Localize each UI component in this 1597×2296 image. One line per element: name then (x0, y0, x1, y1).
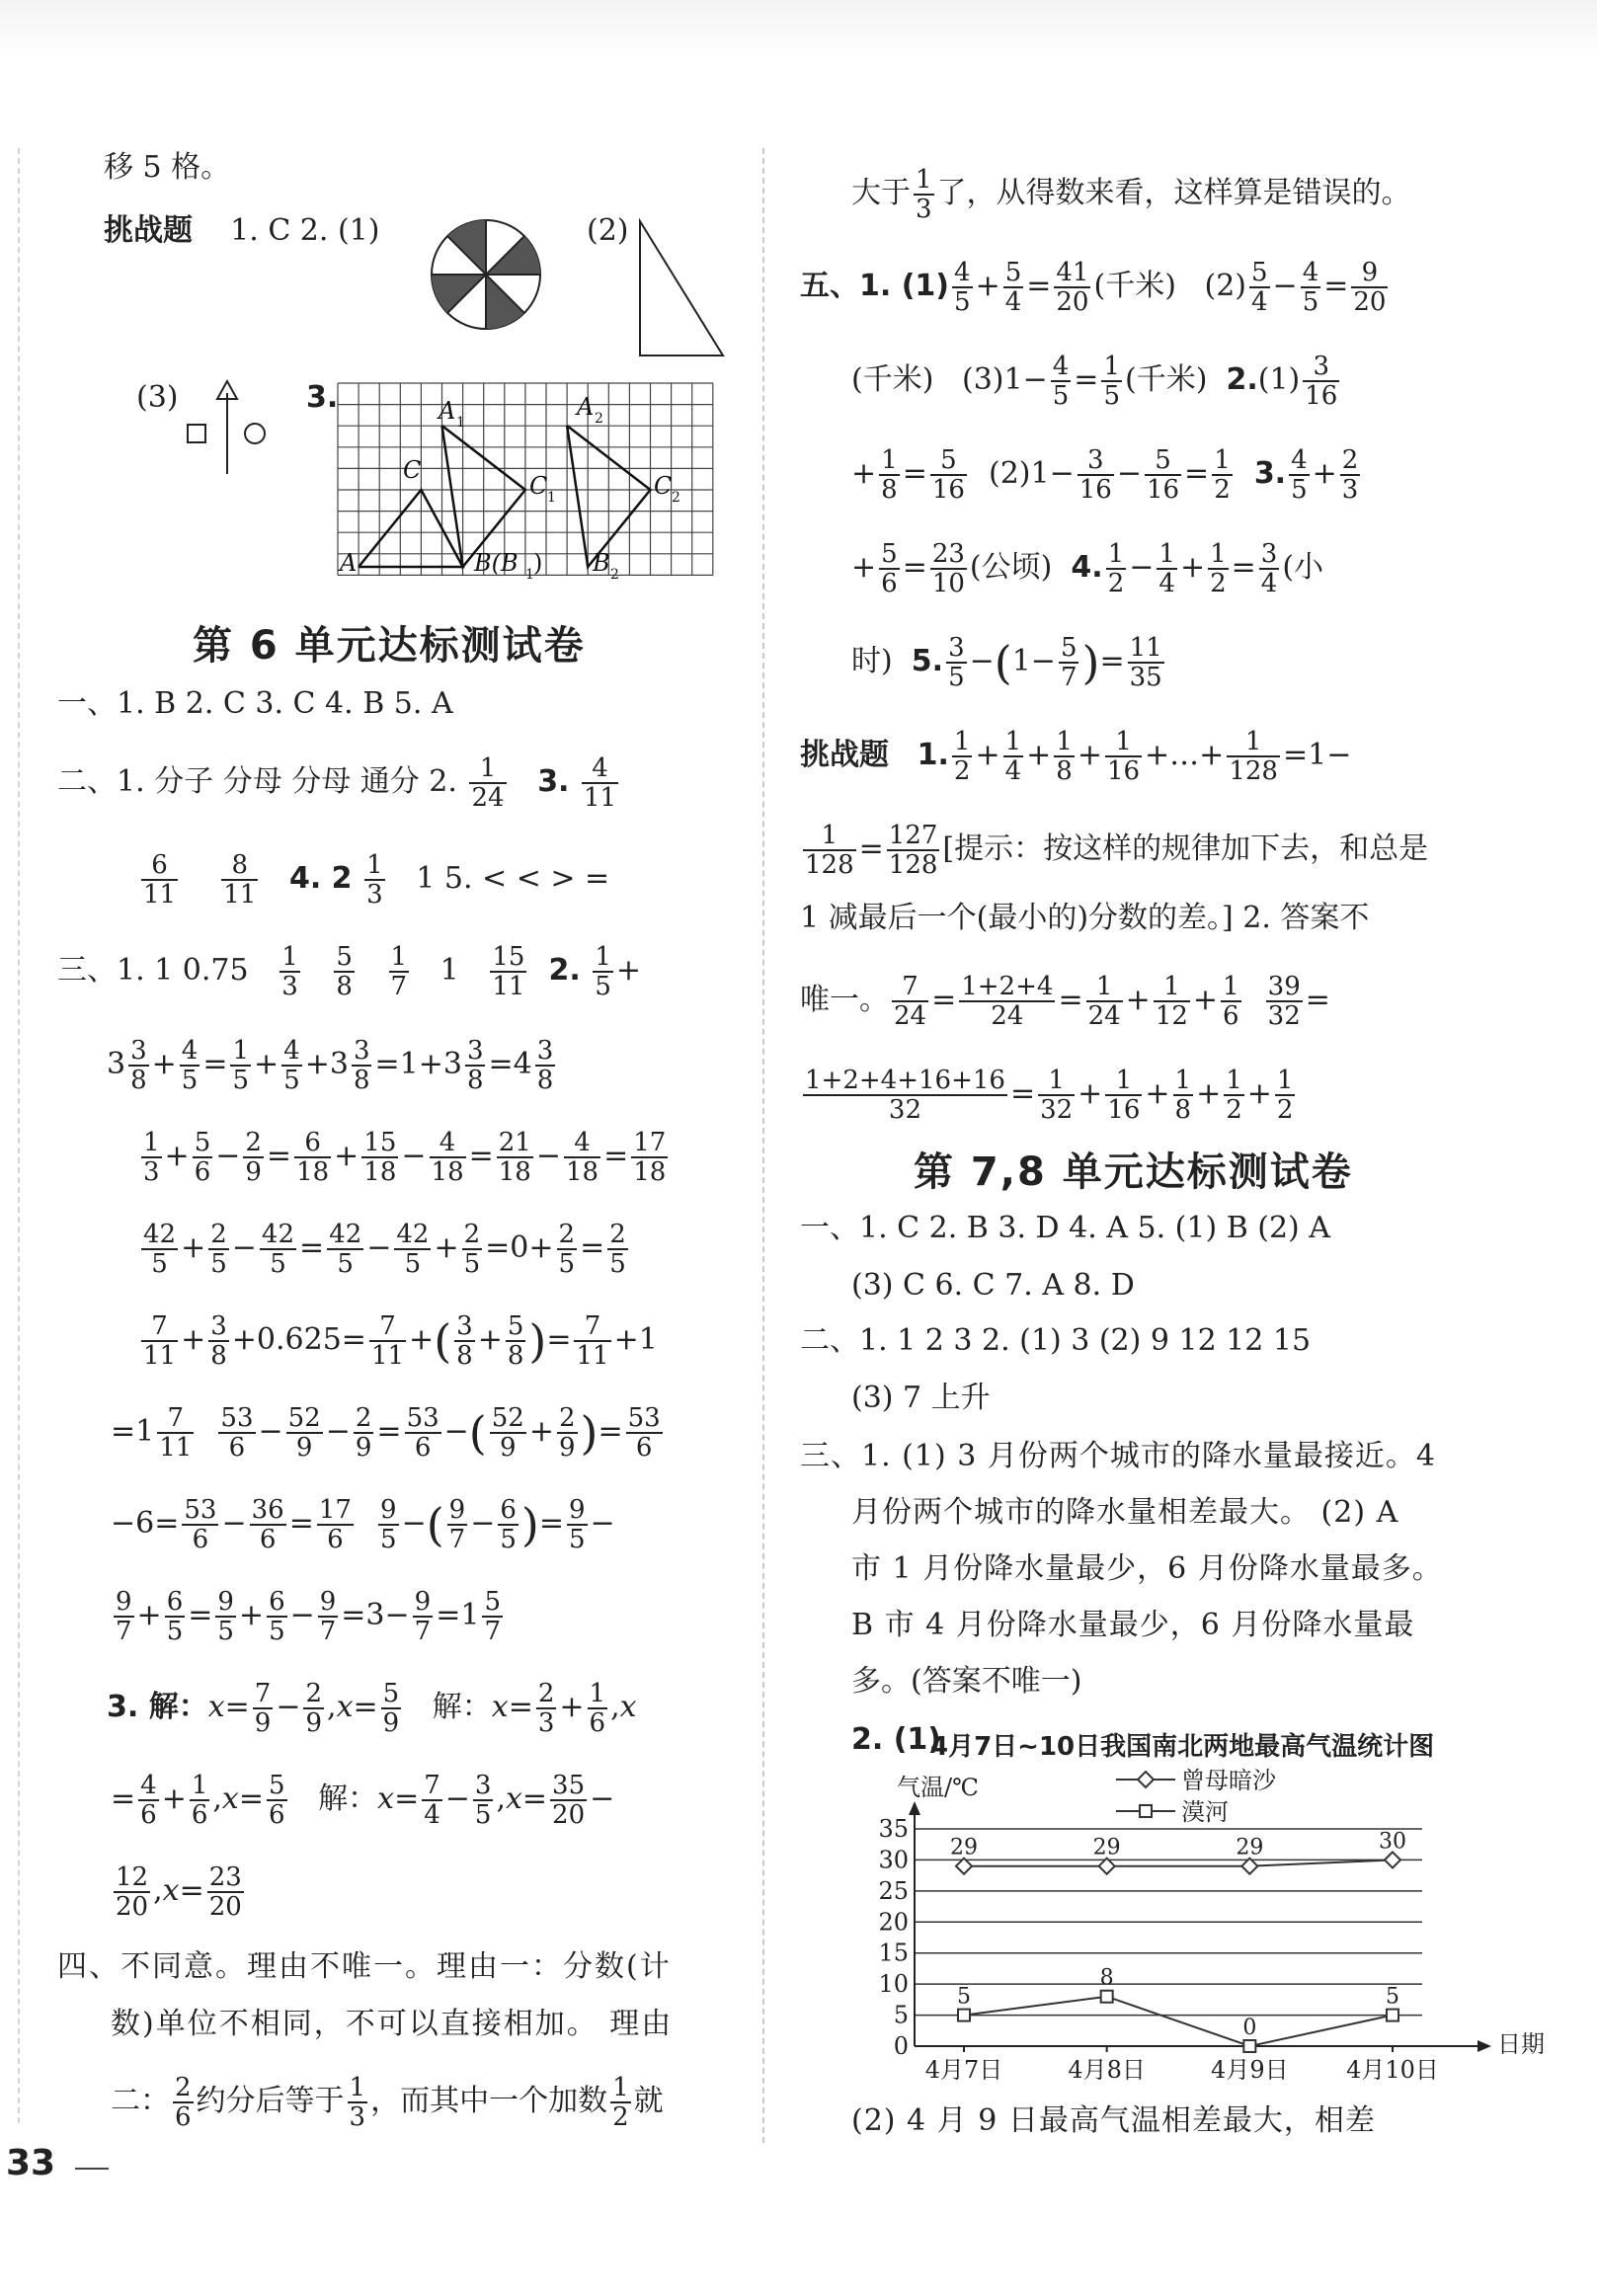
text: 3. (306, 380, 339, 415)
item3-label (306, 378, 338, 418)
challenge-line2: $\frac{1}{128}$ = $\frac{127}{128}$ [提示：按这样的规律加下去，和总是 (805, 821, 1429, 880)
triangle-figure (632, 217, 731, 361)
section2-line1: 二、1. 分子 分母 分母 通分 2. $\frac{1}{24}$ 3. $\frac{4}{11}$ (57, 753, 617, 813)
data-label: 8 (1099, 1965, 1114, 1991)
math-line: $\frac{9}{7}$ + $\frac{6}{5}$ = $\frac{9}{5}$ + $\frac{6}{5}$ − $\frac{9}{7}$ =3− $\frac{9}{7}$ =1 $\frac{5}{7}$ (116, 1587, 501, 1646)
section1-answers (57, 684, 453, 724)
section5-line4: + $\frac{5}{6}$ = $\frac{23}{10}$ (公顷) 4. $\frac{1}{2}$ − $\frac{1}{4}$ + $\frac{1}{2}$ = $\frac{3}{4}$ (小 (851, 539, 1324, 598)
text: 四、不同意。理由不唯一。理由一：分数(计 (57, 1949, 672, 1984)
x-axis-arrow (1477, 2040, 1491, 2052)
section5-line2: (千米) (3)1− $\frac{4}{5}$ = $\frac{1}{5}$ (千米) 2.(1) $\frac{3}{16}$ (851, 352, 1338, 411)
y-tick-label: 25 (878, 1876, 909, 1905)
y-tick-label: 10 (878, 1970, 909, 1999)
y-tick-label: 20 (878, 1908, 909, 1937)
challenge-line: 挑战题 1. $\frac{1}{2}$ + $\frac{1}{4}$ + $\frac{1}{8}$ + $\frac{1}{16}$ +…+ $\frac{1}{128}$ =1− (800, 727, 1352, 786)
data-label: 5 (1386, 1984, 1399, 2010)
right-column (780, 0, 1597, 2173)
svg-text:B(B: B(B (474, 549, 519, 577)
column-divider (762, 148, 764, 2143)
text: 1 5. < < > = (416, 861, 610, 896)
chart-gridlines (915, 1829, 1422, 2016)
challenge-line5: $\frac{1+2+4+16+16}{32}$ = $\frac{1}{32}$ + $\frac{1}{16}$ + $\frac{1}{8}$ + $\frac{1}{2}$ + $\frac{1}{2}$ (805, 1066, 1294, 1125)
data-point-square (958, 2010, 970, 2021)
temperature-line-chart (839, 1760, 1551, 2096)
svg-text:2: 2 (595, 411, 603, 427)
text: 1 减最后一个(最小的)分数的差。] 2. 答案不 (800, 901, 1370, 935)
x-tick-label: 4月8日 (1068, 2056, 1146, 2084)
fraction: $\frac{8}{11}$ (223, 850, 257, 910)
equation-line: $\frac{12}{20}$ ,x= $\frac{23}{20}$ (116, 1862, 242, 1922)
svg-text:1: 1 (525, 567, 534, 583)
s2-line1 (800, 1321, 1311, 1361)
equation-line: 3. 解：x= $\frac{7}{9}$ − $\frac{2}{9}$ ,x= $\frac{5}{9}$ 解：x= $\frac{2}{3}$ + $\frac{1}{6}$ ,x (107, 1679, 637, 1738)
series-line (964, 1997, 1393, 2046)
text: 三、1. 1 0.75 (57, 953, 249, 988)
y-tick-label: 30 (878, 1846, 909, 1874)
text: 2. (1) (851, 1722, 942, 1757)
svg-text:2: 2 (610, 567, 619, 583)
y-axis-arrow (909, 1801, 920, 1815)
text: 1 (439, 953, 459, 988)
left-column (0, 0, 760, 2173)
symmetry-figure (180, 375, 279, 478)
svg-text:A: A (340, 549, 358, 577)
svg-text:2: 2 (672, 490, 680, 506)
challenge-line3 (800, 899, 1369, 938)
text: 二、1. 1 2 3 2. (1) 3 (2) 9 12 12 15 (800, 1323, 1312, 1358)
text: 约分后等于 (196, 2084, 345, 2118)
data-point-square (1243, 2040, 1255, 2052)
unit6-title: 第 6 单元达标测试卷 (193, 623, 586, 669)
text: 多。(答案不唯一) (851, 1664, 1082, 1699)
text: 4. 2 (288, 861, 353, 896)
s3-q2-label (851, 1720, 941, 1760)
data-point-square (1101, 1991, 1113, 2003)
text: 3. 解： (107, 1690, 208, 1724)
text: 市 1 月份降水量最少，6 月份降水量最多。 (851, 1551, 1443, 1586)
text: (3) 7 上升 (851, 1381, 991, 1415)
s1-line1 (800, 1209, 1330, 1248)
s3-q2-part2 (851, 2101, 1376, 2141)
math-line: $\frac{1}{3}$ + $\frac{5}{6}$ − $\frac{2}{9}$ = $\frac{6}{18}$ + $\frac{15}{18}$ − $\frac{4}{18}$ = $\frac{21}{18}$ − $\frac{4}{18}$ = $\frac{17}{18}$ (143, 1128, 667, 1187)
answer-line (104, 148, 230, 188)
data-point-square (1387, 2010, 1398, 2021)
page-number: 33 (6, 2143, 56, 2183)
text: ，而其中一个加数 (370, 2084, 608, 2118)
y-tick-label: 15 (878, 1939, 909, 1967)
circle-figure (427, 215, 545, 334)
legend-marker-diamond (1138, 1772, 1154, 1787)
text: 月份两个城市的降水量相差最大。 (2) A (851, 1495, 1399, 1530)
challenge-line4: 唯一。 $\frac{7}{24}$ = $\frac{1+2+4}{24}$ = $\frac{1}{24}$ + $\frac{1}{12}$ + $\frac{1}{6}$ $\frac{39}{32}$ = (800, 972, 1330, 1031)
chart-title: 4月7日~10日我国南北两地最高气温统计图 (930, 1732, 1435, 1762)
text: 一、1. C 2. B 3. D 4. A 5. (1) B (2) A (800, 1211, 1330, 1245)
s3-line1 (800, 1437, 1436, 1476)
math-line: −6= $\frac{53}{6}$ − $\frac{36}{6}$ = $\frac{17}{6}$ $\frac{9}{5}$ −( $\frac{9}{7}$ − $\frac{6}{5}$ )= $\frac{9}{5}$ − (111, 1495, 615, 1554)
hint-text: [提示：按这样的规律加下去，和总是 (942, 831, 1429, 866)
text: 了，从得数来看，这样算是错误的。 (936, 176, 1411, 210)
text: (3) C 6. C 7. A 8. D (851, 1268, 1135, 1303)
text: 一、1. B 2. C 3. C 4. B 5. A (57, 686, 453, 721)
text: (公顷) (969, 550, 1053, 585)
equation-line: = $\frac{4}{6}$ + $\frac{1}{6}$ ,x= $\frac{5}{6}$ 解：x= $\frac{7}{4}$ − $\frac{3}{5}$ ,x= $\frac{35}{20}$ − (111, 1771, 615, 1830)
x-tick-label: 4月7日 (924, 2056, 1003, 2084)
text: 大于 (851, 176, 911, 210)
section4-line1 (57, 1947, 672, 1987)
text: (3) (136, 380, 179, 415)
text: (2) (587, 213, 629, 248)
y-tick-label: 35 (878, 1815, 909, 1843)
item2-part2-label (587, 211, 629, 251)
text: 就 (633, 2084, 664, 2118)
text: 数)单位不相同，不可以直接相加。 理由 (111, 2007, 674, 2041)
text: 五、1. (1) (800, 269, 950, 303)
y-tick-label: 0 (893, 2032, 909, 2060)
svg-text:1: 1 (547, 490, 556, 506)
text: 二、1. 分子 分母 分母 通分 2. (57, 764, 457, 799)
legend-label: 漠河 (1181, 1798, 1229, 1826)
page-number-dash (75, 2168, 109, 2170)
math-line: =1 $\frac{7}{11}$ $\frac{53}{6}$ − $\frac{52}{9}$ − $\frac{2}{9}$ = $\frac{53}{6}$ −( $\frac{52}{9}$ + $\frac{2}{9}$ )= $\frac{53}{6}$ (111, 1403, 661, 1463)
y-axis-label: 气温/℃ (897, 1774, 979, 1801)
y-tick-label: 5 (893, 2001, 909, 2029)
svg-text:1: 1 (456, 415, 465, 431)
data-point-diamond (1385, 1852, 1400, 1867)
challenge-answers: 1. C 2. (1) (230, 213, 380, 248)
chart-legend (1116, 1767, 1277, 1826)
challenge-label: 挑战题 (800, 738, 889, 772)
s3-line4 (851, 1606, 1414, 1645)
data-label: 29 (1236, 1835, 1264, 1861)
section2-line2 (138, 851, 609, 909)
x-axis-label: 日期 (1497, 2030, 1545, 2058)
data-label: 0 (1242, 2016, 1257, 2040)
section4-line2 (111, 2005, 673, 2044)
legend-marker-square (1140, 1805, 1152, 1817)
svg-text:C: C (529, 472, 548, 500)
svg-text:C: C (403, 456, 422, 484)
section3-line1: 三、1. 1 0.75 $\frac{1}{3}$ $\frac{5}{8}$ $\frac{1}{7}$ 1 $\frac{15}{11}$ 2. $\frac{1}{5}$ + (57, 942, 642, 1001)
continuation-line: 大于 $\frac{1}{3}$ 了，从得数来看，这样算是错误的。 (851, 165, 1411, 224)
data-label: 5 (957, 1984, 971, 2010)
section5-line3: + $\frac{1}{8}$ = $\frac{5}{16}$ (2)1− $\frac{3}{16}$ − $\frac{5}{16}$ = $\frac{1}{2}$ 3. $\frac{4}{5}$ + $\frac{2}{3}$ (851, 445, 1359, 505)
text: 三、1. (1) 3 月份两个城市的降水量最接近。4 (800, 1439, 1436, 1473)
fraction: $\frac{1}{24}$ (471, 753, 505, 813)
text: 移 5 格。 (104, 150, 231, 185)
math-line: 3 $\frac{3}{8}$ + $\frac{4}{5}$ = $\frac{1}{5}$ + $\frac{4}{5}$ +3 $\frac{3}{8}$ =1+3 $\frac{3}{8}$ =4 $\frac{3}{8}$ (107, 1036, 554, 1095)
fraction: $\frac{4}{11}$ (584, 753, 617, 813)
data-label: 29 (1092, 1835, 1121, 1861)
challenge-label: 挑战题 (104, 213, 193, 248)
s2-line2 (851, 1379, 991, 1418)
s3-line5 (851, 1662, 1081, 1702)
s1-line2 (851, 1266, 1135, 1306)
grid-rotation-figure (336, 381, 717, 596)
svg-text:): ) (533, 549, 543, 577)
fraction: $\frac{1}{3}$ (366, 850, 383, 910)
section5-line5: 时) 5. $\frac{3}{5}$ −(1− $\frac{5}{7}$ )= $\frac{11}{35}$ (851, 633, 1162, 692)
legend-label: 曾母暗沙 (1181, 1767, 1276, 1794)
unit78-title: 第 7,8 单元达标测试卷 (914, 1149, 1353, 1195)
chart-series (950, 1829, 1406, 2052)
text: B 市 4 月份降水量最少，6 月份降水量最 (851, 1608, 1415, 1642)
series-line (964, 1860, 1393, 1865)
text: 唯一。 (800, 983, 889, 1017)
svg-text:B: B (593, 549, 610, 577)
item2-part3-label (136, 378, 179, 418)
section4-line3: 二： $\frac{2}{6}$ 约分后等于 $\frac{1}{3}$ ，而其中一个加数 $\frac{1}{2}$ 就 (111, 2073, 664, 2132)
data-label: 29 (950, 1835, 978, 1861)
fraction: $\frac{6}{11}$ (143, 850, 177, 910)
challenge-line (104, 211, 379, 251)
section5-line1: 五、1. (1) $\frac{4}{5}$ + $\frac{5}{4}$ = $\frac{41}{20}$ (千米) (2) $\frac{5}{4}$ − $\frac{4}{5}$ = $\frac{9}{20}$ (800, 258, 1387, 317)
x-tick-label: 4月9日 (1211, 2056, 1289, 2084)
data-label: 30 (1379, 1829, 1406, 1855)
svg-text:C: C (654, 472, 673, 500)
s3-line3 (851, 1549, 1443, 1589)
math-line: $\frac{7}{11}$ + $\frac{3}{8}$ +0.625= $\frac{7}{11}$ +( $\frac{3}{8}$ + $\frac{5}{8}$ )= $\frac{7}{11}$ +1 (143, 1311, 658, 1371)
x-tick-label: 4月10日 (1346, 2056, 1439, 2084)
math-line: $\frac{42}{5}$ + $\frac{2}{5}$ − $\frac{42}{5}$ = $\frac{42}{5}$ − $\frac{42}{5}$ + $\frac{2}{5}$ =0+ $\frac{2}{5}$ = $\frac{2}{5}$ (143, 1220, 626, 1279)
svg-text:A: A (439, 397, 456, 425)
svg-text:A: A (577, 393, 595, 421)
text: (2) 4 月 9 日最高气温相差最大，相差 (851, 2103, 1376, 2138)
text: 二： (111, 2084, 170, 2118)
s3-line2 (851, 1493, 1398, 1533)
